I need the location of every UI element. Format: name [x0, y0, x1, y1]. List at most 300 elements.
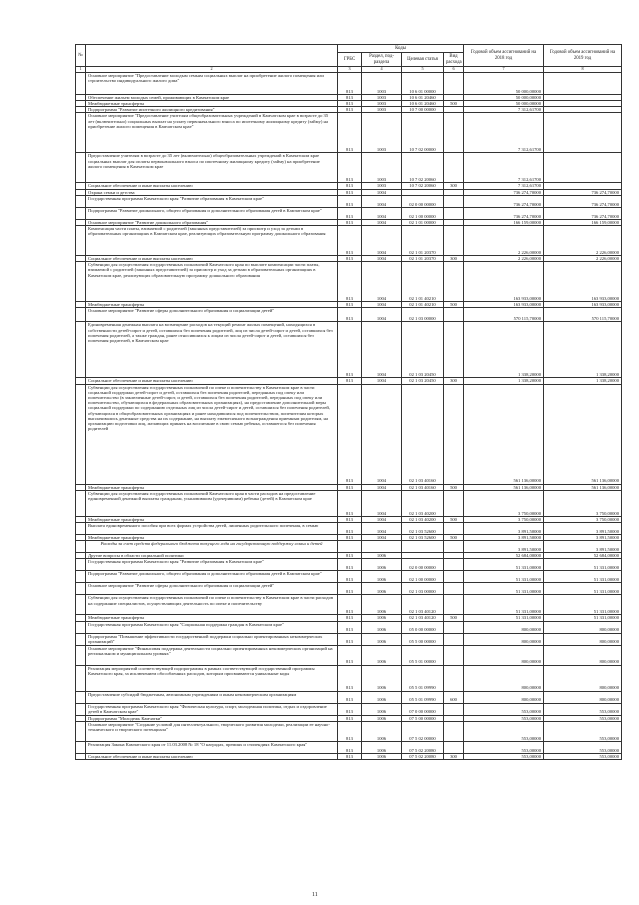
- row-name: Межбюджетные трансферты: [86, 302, 338, 308]
- row-number: [76, 384, 86, 484]
- row-razdel: [362, 541, 402, 553]
- table-row: [76, 183, 622, 189]
- row-name: Межбюджетные трансферты: [86, 516, 338, 522]
- row-razdel: 1003: [362, 94, 402, 100]
- row-grbs: 813: [338, 571, 362, 583]
- row-razdel: 1006: [362, 571, 402, 583]
- row-sum-2019: 800,00000: [544, 665, 622, 691]
- name-header: [86, 45, 338, 67]
- row-grbs: 813: [338, 559, 362, 571]
- row-name: Государственная программа Камчатского края "Развитие образования в Камчатском крае": [86, 559, 338, 571]
- row-name: Обеспечение жильем молодых семей, проживающих в Камчатском крае: [86, 94, 338, 100]
- row-target: 02 1 03 40200: [402, 516, 444, 522]
- row-vid: 300: [444, 183, 464, 189]
- row-target: 02 1 01 40210: [402, 302, 444, 308]
- row-grbs: [338, 541, 362, 553]
- row-name: Реализация Закона Камчатского края от 11.03.2008 № 18 "О наградах, премиях и стипендиях Камчатского края": [86, 741, 338, 753]
- row-name: Основное мероприятие "Развитие дошкольного образования": [86, 219, 338, 225]
- row-grbs: 813: [338, 219, 362, 225]
- row-number: [76, 226, 86, 256]
- row-number: [76, 595, 86, 615]
- table-row: [76, 195, 622, 207]
- row-sum-2019: 553,00000: [544, 741, 622, 753]
- row-sum-2019: [544, 113, 622, 153]
- row-target: 02 1 01 00000: [402, 219, 444, 225]
- vid-header: Вид расхода: [444, 53, 464, 67]
- row-razdel: 1003: [362, 183, 402, 189]
- row-sum-2018: 553,00000: [464, 703, 544, 715]
- row-razdel: 1006: [362, 595, 402, 615]
- row-sum-2018: 3 750,00000: [464, 516, 544, 522]
- row-name: Межбюджетные трансферты: [86, 535, 338, 541]
- row-name: Основное мероприятие "Предоставление молодым семьям социальных выплат на приобретение жилого помещения или строительство индивидуального жилого дома": [86, 72, 338, 94]
- row-vid: [444, 583, 464, 595]
- row-number: [76, 703, 86, 715]
- row-sum-2019: 3 891,50000: [544, 523, 622, 535]
- row-razdel: 1004: [362, 302, 402, 308]
- row-sum-2019: 800,00000: [544, 621, 622, 633]
- row-sum-2018: 166 159,00000: [464, 219, 544, 225]
- row-sum-2018: 800,00000: [464, 621, 544, 633]
- table-row: [76, 559, 622, 571]
- table-row: [76, 645, 622, 665]
- row-grbs: 813: [338, 262, 362, 302]
- row-target: 05 5 01 09990: [402, 691, 444, 703]
- row-sum-2019: 800,00000: [544, 645, 622, 665]
- row-grbs: 813: [338, 645, 362, 665]
- row-name: Предоставление учителям в возрасте до 35 лет (включительно) общеобразовательных учреждений в Камчатском крае социальных выплат для оплаты первоначального взноса по ипотечному жилищному кредиту (займу) на приобретение жилого помещения в Камчатском крае: [86, 153, 338, 183]
- row-sum-2018: 1 338,20000: [464, 322, 544, 378]
- col-number: 7: [464, 67, 544, 73]
- row-name: Государственная программа Камчатского края "Развитие образования в Камчатском крае": [86, 195, 338, 207]
- row-razdel: 1004: [362, 195, 402, 207]
- table-row: [76, 595, 622, 615]
- row-sum-2018: 800,00000: [464, 665, 544, 691]
- row-target: 02 1 01 40210: [402, 262, 444, 302]
- col-number: 6: [444, 67, 464, 73]
- table-row: [76, 721, 622, 741]
- row-target: 07 5 02 20080: [402, 753, 444, 759]
- row-sum-2018: 553,00000: [464, 741, 544, 753]
- row-name: Выплата единовременного пособия при всех формах устройства детей, лишенных родительского попечения, в семью: [86, 523, 338, 535]
- table-row: [76, 113, 622, 153]
- row-sum-2018: 800,00000: [464, 633, 544, 645]
- row-grbs: 813: [338, 523, 362, 535]
- row-vid: 600: [444, 691, 464, 703]
- row-razdel: 1006: [362, 741, 402, 753]
- row-target: 07 5 02 00000: [402, 721, 444, 741]
- table-row: [76, 322, 622, 378]
- row-sum-2019: 163 933,00000: [544, 302, 622, 308]
- row-sum-2019: 3 891,50000: [544, 541, 622, 553]
- row-sum-2018: 50 000,00000: [464, 94, 544, 100]
- row-sum-2018: 51 331,00000: [464, 559, 544, 571]
- row-razdel: 1004: [362, 226, 402, 256]
- razdel-header: Раздел, под-раздела: [362, 53, 402, 67]
- row-sum-2018: 7 312,61700: [464, 113, 544, 153]
- row-vid: 500: [444, 535, 464, 541]
- row-sum-2019: 163 933,00000: [544, 262, 622, 302]
- row-vid: [444, 595, 464, 615]
- row-vid: [444, 153, 464, 183]
- table-row: [76, 219, 622, 225]
- row-sum-2018: 2 226,00000: [464, 226, 544, 256]
- row-grbs: 813: [338, 484, 362, 490]
- row-target: 02 1 03 40120: [402, 595, 444, 615]
- row-vid: [444, 72, 464, 94]
- table-row: [76, 308, 622, 322]
- row-sum-2019: 51 331,00000: [544, 583, 622, 595]
- row-sum-2019: 51 331,00000: [544, 595, 622, 615]
- row-target: 10 7 02 20060: [402, 153, 444, 183]
- row-razdel: 1006: [362, 665, 402, 691]
- row-target: 05 0 00 00000: [402, 621, 444, 633]
- table-row: [76, 262, 622, 302]
- row-vid: [444, 541, 464, 553]
- table-row: [76, 741, 622, 753]
- col-number: 8: [544, 67, 622, 73]
- row-target: 02 1 03 52600: [402, 523, 444, 535]
- row-grbs: 813: [338, 72, 362, 94]
- row-name: Социальное обеспечение и иные выплаты населению: [86, 183, 338, 189]
- row-sum-2018: 51 331,00000: [464, 615, 544, 621]
- row-vid: 500: [444, 101, 464, 107]
- row-sum-2018: 736 274,70000: [464, 207, 544, 219]
- row-sum-2019: 2 226,00000: [544, 226, 622, 256]
- row-name: Межбюджетные трансферты: [86, 615, 338, 621]
- row-sum-2018: 561 136,00000: [464, 484, 544, 490]
- row-vid: [444, 226, 464, 256]
- table-row: [76, 107, 622, 113]
- row-razdel: 1004: [362, 322, 402, 378]
- row-vid: [444, 262, 464, 302]
- row-name: Социальное обеспечение и иные выплаты населению: [86, 256, 338, 262]
- row-vid: 500: [444, 484, 464, 490]
- row-sum-2019: 553,00000: [544, 721, 622, 741]
- row-grbs: 813: [338, 113, 362, 153]
- row-number: [76, 308, 86, 322]
- row-name: Охрана семьи и детства: [86, 189, 338, 195]
- row-name: Государственная программа Камчатского края "Физическая культура, спорт, молодежная политика, отдых и оздоровление детей в Камчатском крае": [86, 703, 338, 715]
- table-row: [76, 753, 622, 759]
- row-vid: [444, 308, 464, 322]
- row-grbs: 813: [338, 490, 362, 516]
- row-number: [76, 523, 86, 535]
- row-vid: [444, 384, 464, 484]
- row-razdel: 1003: [362, 113, 402, 153]
- row-razdel: 1004: [362, 523, 402, 535]
- row-sum-2019: 2 226,00000: [544, 256, 622, 262]
- table-row: [76, 541, 622, 553]
- row-grbs: 813: [338, 322, 362, 378]
- table-row: [76, 621, 622, 633]
- row-razdel: 1004: [362, 490, 402, 516]
- row-vid: [444, 741, 464, 753]
- table-row: [76, 715, 622, 721]
- row-razdel: 1006: [362, 645, 402, 665]
- row-name: Субвенции для осуществления государственных полномочий по опеке и попечительству в Камчатском крае в части расходов на содержание специалистов, осуществляющих деятельность по опеке и попечительству: [86, 595, 338, 615]
- row-sum-2019: [544, 72, 622, 94]
- row-grbs: 813: [338, 633, 362, 645]
- row-sum-2018: 570 115,70000: [464, 308, 544, 322]
- row-sum-2018: 1 338,20000: [464, 378, 544, 384]
- row-target: 07 0 00 00000: [402, 703, 444, 715]
- row-sum-2018: 553,00000: [464, 715, 544, 721]
- row-name: Другие вопросы в области социальной политики: [86, 553, 338, 559]
- row-vid: [444, 490, 464, 516]
- row-target: 10 7 02 20060: [402, 183, 444, 189]
- row-number: [76, 741, 86, 753]
- col-number: 4: [362, 67, 402, 73]
- table-row: [76, 153, 622, 183]
- row-number: [76, 153, 86, 183]
- row-vid: [444, 665, 464, 691]
- row-grbs: 813: [338, 183, 362, 189]
- col-number: 1: [76, 67, 86, 73]
- table-row: [76, 378, 622, 384]
- row-grbs: 813: [338, 583, 362, 595]
- row-grbs: 813: [338, 615, 362, 621]
- row-sum-2018: 3 891,50000: [464, 523, 544, 535]
- row-razdel: 1003: [362, 107, 402, 113]
- row-name: Социальное обеспечение и иные выплаты населению: [86, 378, 338, 384]
- table-row: [76, 94, 622, 100]
- row-vid: 300: [444, 256, 464, 262]
- row-razdel: 1004: [362, 378, 402, 384]
- row-vid: [444, 559, 464, 571]
- row-target: [402, 541, 444, 553]
- row-grbs: 813: [338, 595, 362, 615]
- row-razdel: 1006: [362, 703, 402, 715]
- row-sum-2018: 553,00000: [464, 721, 544, 741]
- row-name: Социальное обеспечение и иные выплаты населению: [86, 753, 338, 759]
- row-number: [76, 753, 86, 759]
- row-target: 05 5 01 00000: [402, 645, 444, 665]
- row-number: [76, 583, 86, 595]
- row-grbs: 813: [338, 691, 362, 703]
- row-grbs: 813: [338, 195, 362, 207]
- row-vid: 500: [444, 615, 464, 621]
- row-grbs: 813: [338, 207, 362, 219]
- row-razdel: 1004: [362, 484, 402, 490]
- row-grbs: 813: [338, 256, 362, 262]
- row-razdel: 1004: [362, 207, 402, 219]
- row-sum-2019: 553,00000: [544, 715, 622, 721]
- row-sum-2018: 553,00000: [464, 753, 544, 759]
- row-sum-2019: 736 274,70000: [544, 207, 622, 219]
- row-sum-2019: 1 338,20000: [544, 322, 622, 378]
- row-number: [76, 621, 86, 633]
- row-sum-2019: 561 136,00000: [544, 484, 622, 490]
- table-row: [76, 256, 622, 262]
- row-target: 02 0 00 00000: [402, 559, 444, 571]
- row-sum-2019: [544, 153, 622, 183]
- row-razdel: 1006: [362, 721, 402, 741]
- row-sum-2019: 51 331,00000: [544, 559, 622, 571]
- row-sum-2018: 51 331,00000: [464, 583, 544, 595]
- table-row: [76, 583, 622, 595]
- row-vid: [444, 633, 464, 645]
- table-row: [76, 72, 622, 94]
- row-vid: 300: [444, 378, 464, 384]
- row-target: 02 1 00 00000: [402, 571, 444, 583]
- table-row: [76, 691, 622, 703]
- row-vid: [444, 571, 464, 583]
- row-grbs: 813: [338, 101, 362, 107]
- row-sum-2019: 166 159,00000: [544, 219, 622, 225]
- row-sum-2018: 51 331,00000: [464, 595, 544, 615]
- row-sum-2019: 553,00000: [544, 753, 622, 759]
- row-name: Субвенции для осуществления государственных полномочий Камчатского края по выплате компенсации части платы, взимаемой с родителей (законных представителей) за присмотр и уход за детьми в образовательных организациях в Камчатском крае, реализующих образовательную программу дошкольного образования: [86, 262, 338, 302]
- row-target: 02 0 00 00000: [402, 195, 444, 207]
- row-vid: 500: [444, 302, 464, 308]
- row-grbs: 813: [338, 553, 362, 559]
- row-razdel: 1004: [362, 308, 402, 322]
- row-grbs: 813: [338, 715, 362, 721]
- col-number: 2: [86, 67, 338, 73]
- row-target: 02 1 01 20370: [402, 226, 444, 256]
- row-name: Подпрограмма "Молодежь Камчатки": [86, 715, 338, 721]
- row-sum-2018: 3 891,50000: [464, 541, 544, 553]
- row-grbs: 813: [338, 384, 362, 484]
- row-grbs: 813: [338, 308, 362, 322]
- row-razdel: 1006: [362, 559, 402, 571]
- row-name: Единовременная денежная выплата на возмещение расходов на текущий ремонт жилых помещений, находящихся в собственности детей-сирот и детей, оставшихся без попечения родителей, лиц из числа детей-сирот и детей, оставшихся без попечения родителей, а также граждан, ранее относившихся к лицам из числа детей-сирот и детей, оставшихся без попечения родителей, в Камчатском крае: [86, 322, 338, 378]
- row-target: 10 7 00 00000: [402, 107, 444, 113]
- table-row: [76, 571, 622, 583]
- row-sum-2019: 3 750,00000: [544, 516, 622, 522]
- codes-header: Коды: [338, 45, 464, 53]
- table-row: [76, 226, 622, 256]
- row-vid: [444, 322, 464, 378]
- row-sum-2019: 52 684,00000: [544, 553, 622, 559]
- row-target: 02 1 00 00000: [402, 207, 444, 219]
- row-target: 10 6 01 20460: [402, 101, 444, 107]
- row-name: Субвенции для осуществления государственных полномочий по опеке и попечительству в Камчатском крае в части социальной поддержки детей-сирот и детей, оставшихся без попечения родителей, переданных под опеку или попечительство (в заключенные детей-сирот, и детей, оставшихся без попечения родителей, переданных под опеку или попечительство, обучающихся в федеральных образовательных организациях), на предоставление дополнительной меры социальной поддержки по содержанию отдельных лиц из числа детей-сирот и детей, оставшихся без попечения родителей, обучающихся в общеобразовательных организациях и ранее находившихся под попечительством, попечителям которых выплачивались денежные средства на их содержание, на выплату ежемесячного вознаграждения приемным родителям, на организацию подготовки лиц, желающих принять на воспитание в свою семью ребенка, оставшегося без попечения родителей: [86, 384, 338, 484]
- target-header: Целевая статья: [402, 53, 444, 67]
- row-sum-2018: 52 684,00000: [464, 553, 544, 559]
- row-sum-2019: 1 338,20000: [544, 378, 622, 384]
- row-name: Компенсация части платы, взимаемой с родителей (законных представителей) за присмотр и уход за детьми в образовательных организациях в Камчатском крае, реализующих образовательную программу дошкольного образования: [86, 226, 338, 256]
- row-sum-2019: 553,00000: [544, 703, 622, 715]
- row-razdel: 1006: [362, 553, 402, 559]
- row-razdel: 1006: [362, 615, 402, 621]
- row-grbs: 813: [338, 302, 362, 308]
- num-header: №: [76, 45, 86, 67]
- row-target: 10 7 02 00000: [402, 113, 444, 153]
- row-name: Подпрограмма "Повышение эффективности государственной поддержки социально ориентированных некоммерческих организаций": [86, 633, 338, 645]
- row-sum-2019: 51 331,00000: [544, 571, 622, 583]
- row-name: Основное мероприятие "Создание условий для интеллектуального, творческого развития молодежи, реализации ее научно-технического и творческого потенциала": [86, 721, 338, 741]
- row-sum-2018: 736 274,70000: [464, 189, 544, 195]
- row-sum-2019: 561 136,00000: [544, 384, 622, 484]
- row-grbs: 813: [338, 535, 362, 541]
- sum-2018-header: Годовой объем ассигнований на 2018 год: [464, 45, 544, 67]
- row-target: 02 1 03 00000: [402, 308, 444, 322]
- row-target: 02 1 03 40160: [402, 484, 444, 490]
- table-row: [76, 207, 622, 219]
- row-target: 02 1 03 20450: [402, 378, 444, 384]
- grbs-header: ГРБС: [338, 53, 362, 67]
- row-razdel: 1006: [362, 633, 402, 645]
- row-vid: [444, 645, 464, 665]
- row-name: Реализация мероприятий соответствующей подпрограммы в рамках соответствующей государственной программы Камчатского края, за исключением обособленных расходов, которым присваиваются уникальные коды: [86, 665, 338, 691]
- row-target: 02 1 03 00000: [402, 583, 444, 595]
- row-razdel: 1006: [362, 753, 402, 759]
- row-name: Основное мероприятие "Предоставление учителям общеобразовательных учреждений в Камчатском крае в возрасте до 35 лет (включительно) социальных выплат на уплату первоначального взноса по ипотечному жилищному кредиту (займу) на приобретение жилого помещения в Камчатском крае": [86, 113, 338, 153]
- row-razdel: 1006: [362, 621, 402, 633]
- row-razdel: 1006: [362, 715, 402, 721]
- row-number: [76, 571, 86, 583]
- row-sum-2018: 2 226,00000: [464, 256, 544, 262]
- row-grbs: 813: [338, 741, 362, 753]
- row-vid: 500: [444, 516, 464, 522]
- row-grbs: 813: [338, 703, 362, 715]
- row-name: Межбюджетные трансферты: [86, 484, 338, 490]
- budget-table: [75, 44, 622, 760]
- row-name: Подпрограмма "Развитие ипотечного жилищного кредитования": [86, 107, 338, 113]
- row-sum-2018: 736 274,70000: [464, 195, 544, 207]
- row-name: Расходы за счет средств федерального бюджета текущего года на государственную поддержку семьи и детей: [86, 541, 338, 553]
- row-target: 10 6 01 00000: [402, 72, 444, 94]
- row-vid: [444, 113, 464, 153]
- row-sum-2018: 7 312,61700: [464, 153, 544, 183]
- row-number: [76, 691, 86, 703]
- row-grbs: 813: [338, 753, 362, 759]
- row-razdel: 1004: [362, 219, 402, 225]
- row-sum-2019: 800,00000: [544, 633, 622, 645]
- row-number: [76, 113, 86, 153]
- col-number: 5: [402, 67, 444, 73]
- table-row: [76, 665, 622, 691]
- row-sum-2018: 800,00000: [464, 691, 544, 703]
- row-number: [76, 633, 86, 645]
- row-number: [76, 195, 86, 207]
- row-vid: 300: [444, 753, 464, 759]
- row-sum-2018: 3 750,00000: [464, 490, 544, 516]
- row-vid: [444, 523, 464, 535]
- row-number: [76, 490, 86, 516]
- row-razdel: 1004: [362, 256, 402, 262]
- row-number: [76, 721, 86, 741]
- row-sum-2019: 736 274,70000: [544, 189, 622, 195]
- row-sum-2019: 51 331,00000: [544, 615, 622, 621]
- row-grbs: 813: [338, 665, 362, 691]
- row-sum-2019: 3 750,00000: [544, 490, 622, 516]
- row-sum-2019: 570 115,70000: [544, 308, 622, 322]
- row-grbs: 813: [338, 516, 362, 522]
- row-name: Субвенции для осуществления государственных полномочий Камчатского края в части расходов на предоставление единовременной денежной выплаты гражданам, усыновившим (удочерившим) ребенка (детей) в Камчатском крае: [86, 490, 338, 516]
- row-number: [76, 207, 86, 219]
- row-target: 02 1 03 40200: [402, 490, 444, 516]
- row-name: Основное мероприятие "Развитие сферы дополнительного образования и социализации детей": [86, 308, 338, 322]
- row-sum-2018: 50 000,00000: [464, 101, 544, 107]
- row-grbs: 813: [338, 621, 362, 633]
- col-number: 3: [338, 67, 362, 73]
- row-name: Предоставление субсидий бюджетным, автономным учреждениям и иным некоммерческим организациям: [86, 691, 338, 703]
- row-razdel: 1003: [362, 72, 402, 94]
- row-sum-2018: 7 312,61700: [464, 107, 544, 113]
- row-sum-2019: 736 274,70000: [544, 195, 622, 207]
- row-name: Подпрограмма "Развитие дошкольного, общего образования и дополнительного образования детей в Камчатском крае": [86, 571, 338, 583]
- row-razdel: 1004: [362, 516, 402, 522]
- row-grbs: 813: [338, 153, 362, 183]
- row-grbs: 813: [338, 378, 362, 384]
- row-sum-2018: 7 312,61700: [464, 183, 544, 189]
- table-row: [76, 633, 622, 645]
- budget-table-sheet: [75, 44, 621, 760]
- row-razdel: 1004: [362, 384, 402, 484]
